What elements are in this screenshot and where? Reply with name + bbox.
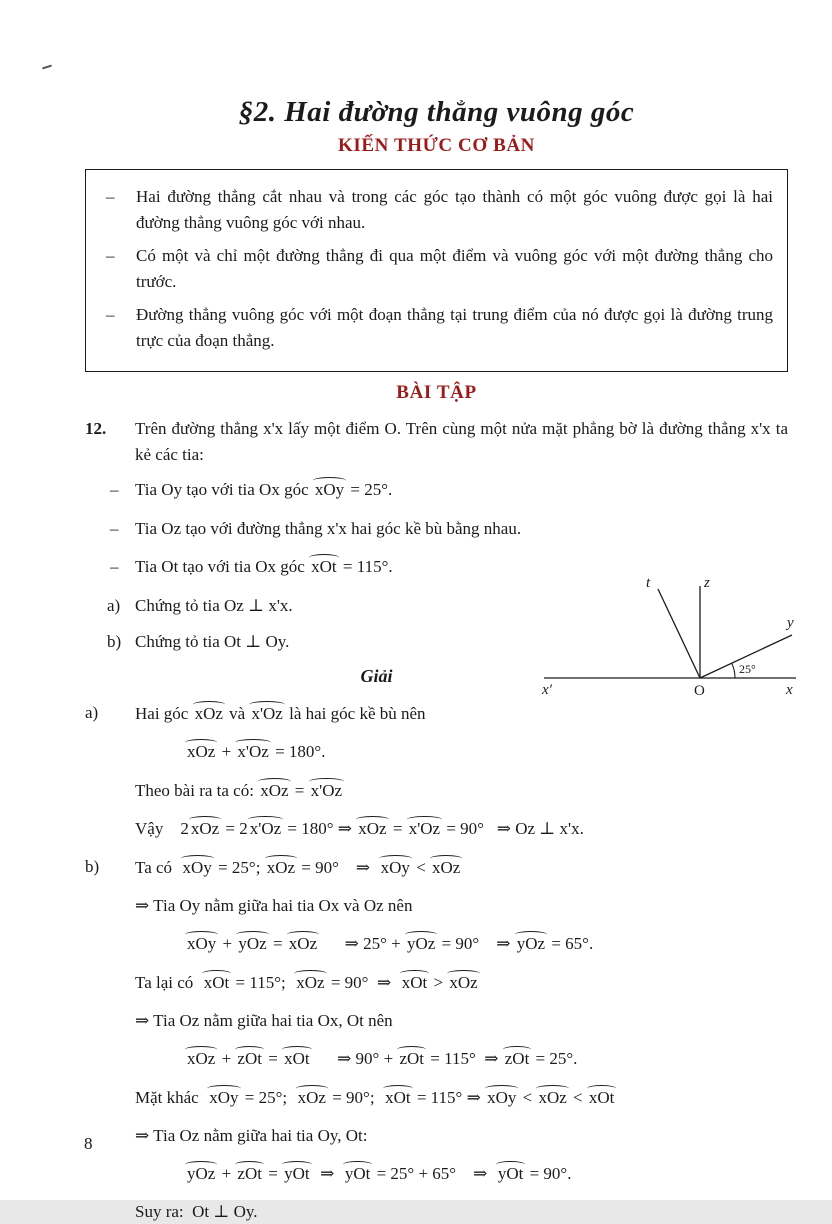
line-text: Vậy 2 xOz = 2 x'Oz = 180° ⇒ xOz = x'Oz = 90° ⇒ Oz ⊥ x'x. <box>135 816 788 842</box>
problem-intro: Trên đường thẳng x'x lấy một điểm O. Trên cùng một nửa mặt phẳng bờ là đường thẳng x'x ta kẻ các tia: <box>135 416 788 467</box>
dash-bullet: – <box>110 516 135 542</box>
dash-bullet: – <box>100 243 136 294</box>
solution-line <box>85 894 788 919</box>
chapter-title: §2. Hai đường thẳng vuông góc <box>85 96 788 129</box>
theory-item <box>100 184 773 235</box>
solution-line <box>85 931 788 957</box>
bai-tap-heading: BÀI TẬP <box>85 382 788 404</box>
line-text: yOz + zOt = yOt ⇒ yOt = 25° + 65° ⇒ yOt = 90°. <box>135 1161 788 1187</box>
solution-line <box>85 1046 788 1072</box>
dash-bullet: – <box>110 477 135 503</box>
bullet-text: Tia Oy tạo với tia Ox góc xOy = 25°. <box>135 477 788 503</box>
page-number: 8 <box>84 1134 93 1154</box>
dash-bullet: – <box>100 302 136 353</box>
dash-bullet: – <box>110 554 135 580</box>
solution-line <box>85 739 788 765</box>
line-text: ⇒ Tia Oy nằm giữa hai tia Ox và Oz nên <box>135 894 788 919</box>
dash-bullet: – <box>100 184 136 235</box>
line-text: xOy + yOz = xOz ⇒ 25° + yOz = 90° ⇒ yOz = 65°. <box>135 931 788 957</box>
ray-ot <box>658 589 700 678</box>
solution-heading: Giải <box>85 666 668 687</box>
bullet-text: Tia Oz tạo với đường thẳng x'x hai góc kề bù bằng nhau. <box>135 516 788 542</box>
solution-line <box>85 1161 788 1187</box>
solution-line <box>85 1009 788 1034</box>
bullet-text: Tia Ot tạo với tia Ox góc xOt = 115°. <box>135 554 788 580</box>
solution-line <box>85 970 788 996</box>
line-label: b) <box>85 855 135 881</box>
line-text: xOz + x'Oz = 180°. <box>135 739 788 765</box>
angle-diagram <box>534 574 806 710</box>
line-text: Ta có xOy = 25°; xOz = 90° ⇒ xOy < xOz <box>135 855 788 881</box>
problem-12 <box>85 416 788 467</box>
solution-line <box>85 816 788 842</box>
solution-line <box>85 855 788 881</box>
label-y: y <box>785 615 794 631</box>
label-angle-25: 25° <box>739 662 756 676</box>
label-O: O <box>694 683 705 699</box>
solution-line <box>85 778 788 804</box>
problem-bullet <box>110 516 788 542</box>
part-text: Chứng tỏ tia Ot ⊥ Oy. <box>135 629 788 655</box>
solution-line <box>85 1085 788 1111</box>
theory-text: Có một và chỉ một đường thẳng đi qua một điểm và vuông góc với một đường thẳng cho trước. <box>136 243 773 294</box>
part-text: Chứng tỏ tia Oz ⊥ x'x. <box>135 593 788 619</box>
line-text: Ta lại có xOt = 115°; xOz = 90° ⇒ xOt > xOz <box>135 970 788 996</box>
theory-item <box>100 302 773 353</box>
line-text: Mặt khác xOy = 25°; xOz = 90°; xOt = 115° ⇒ xOy < xOz < xOt <box>135 1085 788 1111</box>
line-text: ⇒ Tia Oz nằm giữa hai tia Ox, Ot nên <box>135 1009 788 1034</box>
line-text: ⇒ Tia Oz nằm giữa hai tia Oy, Ot: <box>135 1124 788 1149</box>
line-label: a) <box>85 701 135 727</box>
problem-bullet <box>110 477 788 503</box>
label-t: t <box>646 575 651 591</box>
line-text: Theo bài ra ta có: xOz = x'Oz <box>135 778 788 804</box>
kien-thuc-heading: KIẾN THỨC CƠ BẢN <box>85 135 788 157</box>
theory-box <box>85 169 788 372</box>
line-text: Hai góc xOz và x'Oz là hai góc kề bù nên <box>135 701 788 727</box>
theory-item <box>100 243 773 294</box>
angle-arc <box>732 663 735 678</box>
label-x: x <box>785 682 793 698</box>
solution-line <box>85 1200 788 1224</box>
problem-number: 12. <box>85 416 135 467</box>
part-label: a) <box>107 593 135 619</box>
solution <box>85 701 788 1224</box>
theory-text: Hai đường thẳng cắt nhau và trong các góc tạo thành có một góc vuông được gọi là hai đường thẳng vuông góc với nhau. <box>136 184 773 235</box>
label-x-prime: x' <box>541 682 553 698</box>
theory-text: Đường thẳng vuông góc với một đoạn thẳng tại trung điểm của nó được gọi là đường trung trực của đoạn thẳng. <box>136 302 773 353</box>
line-text: xOz + zOt = xOt ⇒ 90° + zOt = 115° ⇒ zOt = 25°. <box>135 1046 788 1072</box>
solution-line <box>85 1124 788 1149</box>
part-label: b) <box>107 629 135 655</box>
line-text: Suy ra: Ot ⊥ Oy. <box>135 1200 788 1224</box>
label-z: z <box>703 575 710 591</box>
